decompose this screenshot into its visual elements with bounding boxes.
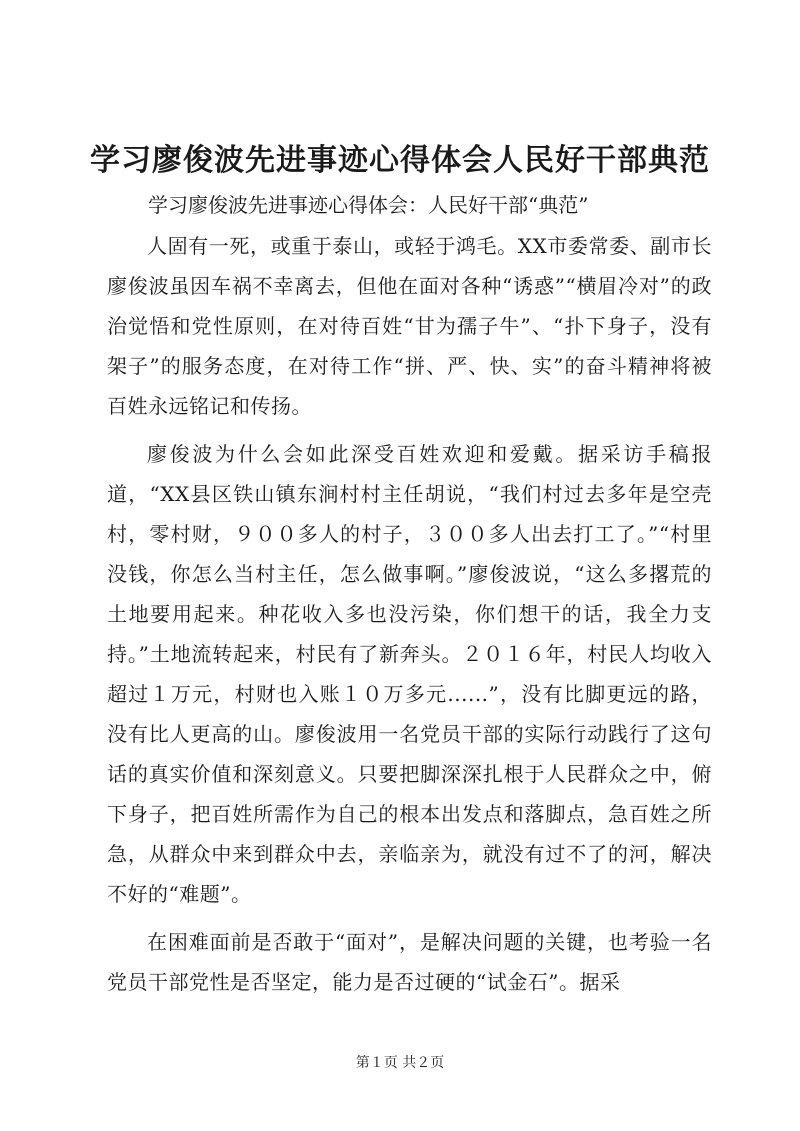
document-subtitle: 学习廖俊波先进事迹心得体会：人民好干部“典范”	[148, 193, 589, 217]
document-body	[107, 226, 712, 1010]
paragraph: 廖俊波为什么会如此深受百姓欢迎和爱戴。据采访手稿报道，“XX县区铁山镇东涧村村主任胡说，“我们村过去多年是空壳村，零村财，９００多人的村子，３００多人出去打工了。”“村里没钱，你怎么当村主任，怎么做事啊。”廖俊波说，“这么多撂荒的土地要用起来。种花收入多也没污染，你们想干的话，我全力支持。”土地流转起来，村民有了新奔头。２０１６年，村民人均收入超过１万元，村财也入账１０万多元......”，没有比脚更远的路，没有比人更高的山。廖俊波用一名党员干部的实际行动践行了这句话的真实价值和深刻意义。只要把脚深深扎根于人民群众之中，俯下身子，把百姓所需作为自己的根本出发点和落脚点，急百姓之所急，从群众中来到群众中去，亲临亲为，就没有过不了的河，解决不好的“难题”。	[107, 442, 712, 906]
page-footer: 第１页 共２页	[355, 1055, 445, 1071]
document-title: 学习廖俊波先进事迹心得体会人民好干部典范	[90, 143, 710, 178]
paragraph: 在困难面前是否敢于“面对”，是解决问题的关键，也考验一名党员干部党性是否坚定，能力是否过硬的“试金石”。据采	[107, 930, 712, 994]
paragraph: 人固有一死，或重于泰山，或轻于鸿毛。XX市委常委、副市长廖俊波虽因车祸不幸离去，但他在面对各种“诱惑”“横眉冷对”的政治觉悟和党性原则，在对待百姓“甘为孺子牛”、“扑下身子，没有架子”的服务态度，在对待工作“拼、严、快、实”的奋斗精神将被百姓永远铭记和传扬。	[107, 234, 712, 418]
